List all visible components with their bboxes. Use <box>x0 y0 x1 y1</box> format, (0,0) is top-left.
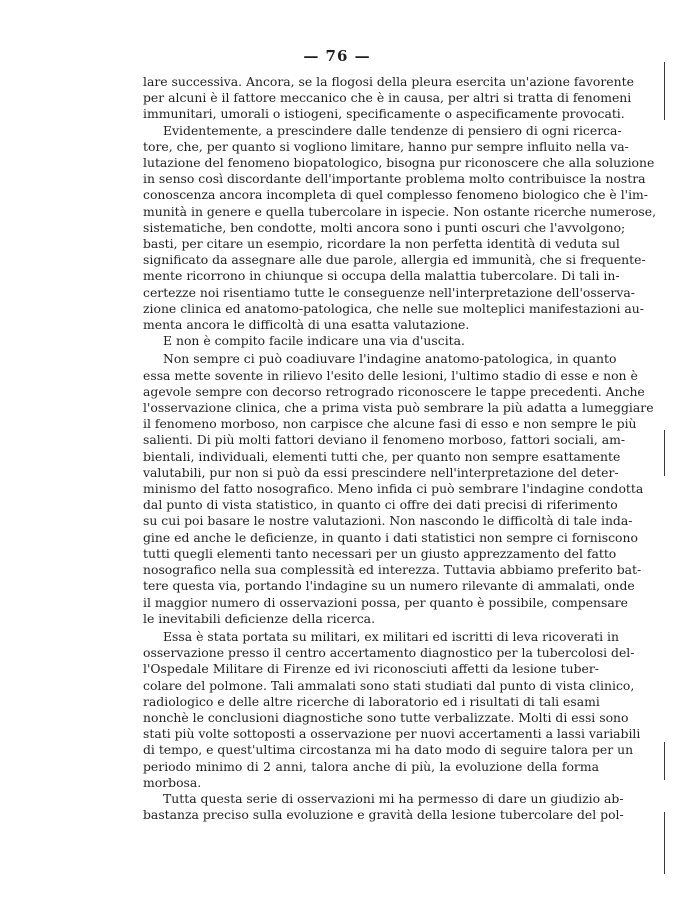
text-line: tere questa via, portando l'indagine su un numero rilevante di ammalati, onde <box>143 578 635 594</box>
text-line: il fenomeno morboso, non carpisce che alcune fasi di esso e non sempre le più <box>143 416 637 432</box>
paragraph <box>143 122 657 334</box>
paragraph <box>143 74 634 123</box>
paragraph <box>143 628 641 791</box>
text-line: munità in genere e quella tubercolare in ispecie. Non ostante ricerche numerose, <box>143 203 657 219</box>
text-line: morbosa. <box>143 774 202 790</box>
text-line: menta ancora le difficoltà di una esatta valutazione. <box>143 317 470 333</box>
text-line: in senso così discordante dell'importante problema molto contribuisce la nostra <box>143 171 646 187</box>
text-line: minismo del fatto nosografico. Meno infida ci può sembrare l'indagine condotta <box>143 481 644 497</box>
text-line: di tempo, e quest'ultima circostanza mi ha dato modo di seguire talora per un <box>143 742 634 758</box>
text-line: immunitari, umorali o istiogeni, specificamente o aspecificamente provocati. <box>143 106 625 122</box>
scan-edge-mark <box>664 742 665 780</box>
text-line: significato da assegnare alle due parole, allergia ed immunità, che si frequente- <box>143 252 646 268</box>
text-line: Evidentemente, a prescindere dalle tendenze di pensiero di ogni ricerca- <box>163 122 622 138</box>
text-line: radiologico e delle altre ricerche di laboratorio ed i risultati di tali esami <box>143 693 600 709</box>
text-line: le inevitabili deficienze della ricerca. <box>143 610 376 626</box>
paragraph <box>143 790 624 823</box>
text-line: E non è compito facile indicare una via d'uscita. <box>163 333 465 349</box>
text-line: salienti. Di più molti fattori deviano il fenomeno morboso, fattori sociali, am- <box>143 432 626 448</box>
text-line: tore, che, per quanto si vogliono limitare, hanno pur sempre influito nella va- <box>143 138 629 154</box>
text-line: valutabili, pur non si può da essi prescindere nell'interpretazione del deter- <box>143 464 619 480</box>
text-line: gine ed anche le deficienze, in quanto i dati statistici non sempre ci forniscono <box>143 529 638 545</box>
scan-edge-mark <box>664 812 665 874</box>
text-line: sistematiche, ben condotte, molti ancora sono i punti oscuri che l'avvolgono; <box>143 219 626 235</box>
scan-edge-mark <box>664 62 665 120</box>
text-line: tutti quegli elementi tanto necessari per un giusto apprezzamento del fatto <box>143 545 617 561</box>
text-line: bastanza preciso sulla evoluzione e gravità della lesione tubercolare del pol- <box>143 807 624 823</box>
text-line: colare del polmone. Tali ammalati sono stati studiati dal punto di vista clinico, <box>143 677 635 693</box>
text-line: bientali, individuali, elementi tutti che, per quanto non sempre esattamente <box>143 448 621 464</box>
text-line: il maggior numero di osservazioni possa, per quanto è possibile, compensare <box>143 594 628 610</box>
text-line: su cui poi basare le nostre valutazioni. Non nascondo le difficoltà di tale inda- <box>143 513 633 529</box>
text-line: certezze noi risentiamo tutte le conseguenze nell'interpretazione dell'osserva- <box>143 284 635 300</box>
text-line: conoscenza ancora incompleta di quel complesso fenomeno biologico che è l'im- <box>143 187 648 203</box>
text-line: zione clinica ed anatomo-patologica, che nelle sue molteplici manifestazioni au- <box>143 300 644 316</box>
text-line: periodo minimo di 2 anni, talora anche di più, la evoluzione della forma <box>143 758 599 774</box>
paragraph <box>143 351 654 626</box>
text-line: Non sempre ci può coadiuvare l'indagine anatomo-patologica, in quanto <box>163 351 617 367</box>
body-text <box>143 74 657 823</box>
text-line: lutazione del fenomeno biopatologico, bisogna pur riconoscere che alla soluzione <box>143 155 655 171</box>
text-line: nosografico nella sua complessità ed interezza. Tuttavia abbiamo preferito bat- <box>143 562 642 578</box>
paragraph <box>143 333 599 349</box>
scan-edge-mark <box>664 430 665 476</box>
text-line: basti, per citare un esempio, ricordare la non perfetta identità di veduta sul <box>143 236 620 252</box>
text-line: stati più volte sottoposti a osservazione per nuovi accertamenti a lassi variabili <box>143 726 641 742</box>
text-line: l'osservazione clinica, che a prima vista può sembrare la più adatta a lumeggiare <box>143 400 654 416</box>
text-line: osservazione presso il centro accertamento diagnostico per la tubercolosi del- <box>143 645 635 661</box>
text-line: agevole sempre con decorso retrogrado riconoscere le tappe precedenti. Anche <box>143 383 645 399</box>
text-line: dal punto di vista statistico, in quanto ci offre dei dati precisi di riferimento <box>143 497 618 513</box>
text-line: mente ricorrono in chiunque si occupa della malattia tubercolare. Di tali in- <box>143 268 620 284</box>
page-number: — 76 — <box>303 47 371 65</box>
text-line: Tutta questa serie di osservazioni mi ha permesso di dare un giudizio ab- <box>163 790 624 806</box>
text-line: essa mette sovente in rilievo l'esito delle lesioni, l'ultimo stadio di esse e non è <box>143 367 638 383</box>
text-line: per alcuni è il fattore meccanico che è in causa, per altri si tratta di fenomeni <box>143 90 632 106</box>
text-line: lare successiva. Ancora, se la flogosi della pleura esercita un'azione favorente <box>143 74 634 89</box>
text-line: l'Ospedale Militare di Firenze ed ivi riconosciuti affetti da lesione tuber- <box>143 661 599 677</box>
text-line: nonchè le conclusioni diagnostiche sono tutte verbalizzate. Molti di essi sono <box>143 709 629 725</box>
text-line: Essa è stata portata su militari, ex militari ed iscritti di leva ricoverati in <box>163 628 619 644</box>
